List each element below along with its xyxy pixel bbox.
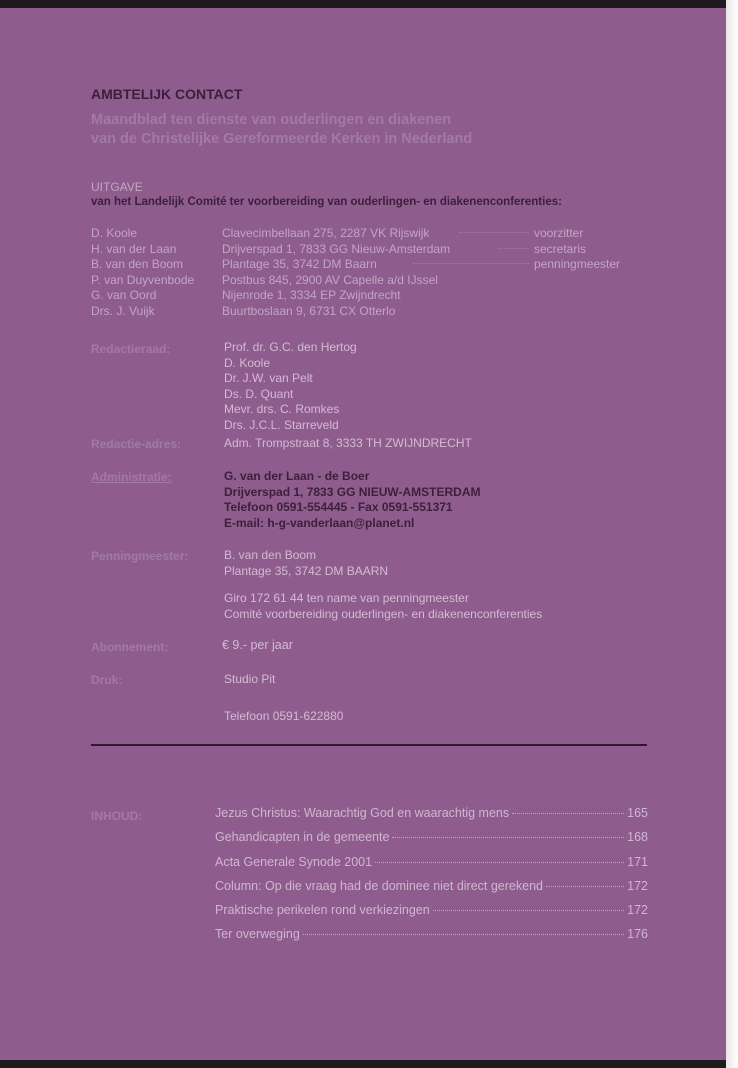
penningmeester-label: Penningmeester: [91,549,189,563]
toc-leader [375,862,624,863]
committee-addresses [222,226,450,319]
toc-item[interactable] [215,806,648,820]
toc-leader [433,910,624,911]
toc-item-title: Acta Generale Synode 2001 [215,855,373,869]
penningmeester-name: B. van den Boom [224,548,317,562]
druk-value: Studio Pit [224,672,276,686]
giro-line: Comité voorbereiding ouderlingen- en diakenenconferenties [224,606,543,621]
toc-item[interactable] [215,879,648,893]
redactieraad-member: Dr. J.W. van Pelt [224,371,313,385]
redactieraad-member: Drs. J.C.L. Starreveld [224,417,339,432]
redactieraad-members [224,340,357,433]
role-leader [459,232,529,233]
committee-name: G. van Oord [91,288,157,302]
giro-block [224,591,542,622]
toc-leader [303,934,624,935]
toc-item-page: 171 [627,855,648,869]
redactieraad-member: Mevr. drs. C. Romkes [224,402,340,416]
section-divider [91,744,647,746]
toc-item-title: Ter overweging [215,927,300,941]
toc-item-page: 165 [627,806,648,820]
administratie-phone: Telefoon 0591-554445 - Fax 0591-551371 [224,500,453,514]
committee-address: Postbus 845, 2900 AV Capelle a/d IJssel [222,272,438,287]
redactieraad-member: D. Koole [224,355,271,370]
toc-item[interactable] [215,927,648,941]
committee-role: penningmeester [534,257,621,271]
committee-role: voorzitter [534,226,584,240]
uitgave-line: van het Landelijk Comité ter voorbereiding van ouderlingen- en diakenenconferenties: [91,196,562,208]
committee-address: Drijverspad 1, 7833 GG Nieuw-Amsterdam [222,241,451,256]
committee-address: Nijenrode 1, 3334 EP Zwijndrecht [222,288,401,302]
abonnement-label: Abonnement: [91,640,169,654]
toc-item[interactable] [215,830,648,844]
role-leader [413,263,529,264]
toc-item-page: 168 [627,830,648,844]
administratie-label: Administratie: [91,470,172,484]
druk-phone: Telefoon 0591-622880 [224,709,344,723]
committee-address: Clavecimbellaan 275, 2287 VK Rijswijk [222,226,430,240]
committee-name: D. Koole [91,226,138,240]
committee-name: P. van Duyvenbode [91,272,195,287]
committee-address: Buurtboslaan 9, 6731 CX Otterlo [222,303,396,318]
toc-item-page: 172 [627,879,648,893]
inhoud-label: INHOUD: [91,809,143,823]
redactieraad-member: Ds. D. Quant [224,386,294,401]
redactieraad-member: Prof. dr. G.C. den Hertog [224,340,357,354]
committee-address: Plantage 35, 3742 DM Baarn [222,257,377,271]
magazine-subtitle-line-2: van de Christelijke Gereformeerde Kerken in Nederland [91,131,473,147]
toc-item[interactable] [215,855,648,869]
redactieraad-label: Redactieraad: [91,342,171,356]
abonnement-value: € 9.- per jaar [222,638,293,652]
toc-item-page: 176 [627,927,648,941]
toc-item-title: Gehandicapten in de gemeente [215,830,390,844]
redactie-adres-label: Redactie-adres: [91,437,182,451]
toc-leader [512,813,624,814]
druk-label: Druk: [91,673,123,687]
penningmeester-block [224,548,388,579]
giro-line: Giro 172 61 44 ten name van penningmeester [224,591,469,605]
toc-item-title: Column: Op die vraag had de dominee niet direct gerekend [215,879,543,893]
page-edge [726,0,738,1068]
toc-leader [546,886,624,887]
committee-name: H. van der Laan [91,241,177,256]
uitgave-label: UITGAVE [91,180,143,194]
magazine-title: AMBTELIJK CONTACT [91,86,243,102]
toc-item-title: Praktische perikelen rond verkiezingen [215,903,430,917]
committee-roles [534,226,620,273]
committee-names [91,226,194,319]
administratie-block [224,469,480,531]
toc-item-page: 172 [627,903,648,917]
committee-name: Drs. J. Vuijk [91,303,155,318]
redactie-adres-value: Adm. Trompstraat 8, 3333 TH ZWIJNDRECHT [224,436,472,450]
toc-item-title: Jezus Christus: Waarachtig God en waarachtig mens [215,806,510,820]
committee-name: B. van den Boom [91,257,184,271]
role-leader [498,248,529,249]
penningmeester-address: Plantage 35, 3742 DM BAARN [224,563,389,578]
administratie-name: G. van der Laan - de Boer [224,469,370,483]
toc-leader [392,837,624,838]
administratie-email: E-mail: h-g-vanderlaan@planet.nl [224,515,415,530]
magazine-subtitle-line-1: Maandblad ten dienste van ouderlingen en diakenen [91,112,452,128]
toc-item[interactable] [215,903,648,917]
committee-role: secretaris [534,241,587,256]
administratie-address: Drijverspad 1, 7833 GG NIEUW-AMSTERDAM [224,484,481,499]
